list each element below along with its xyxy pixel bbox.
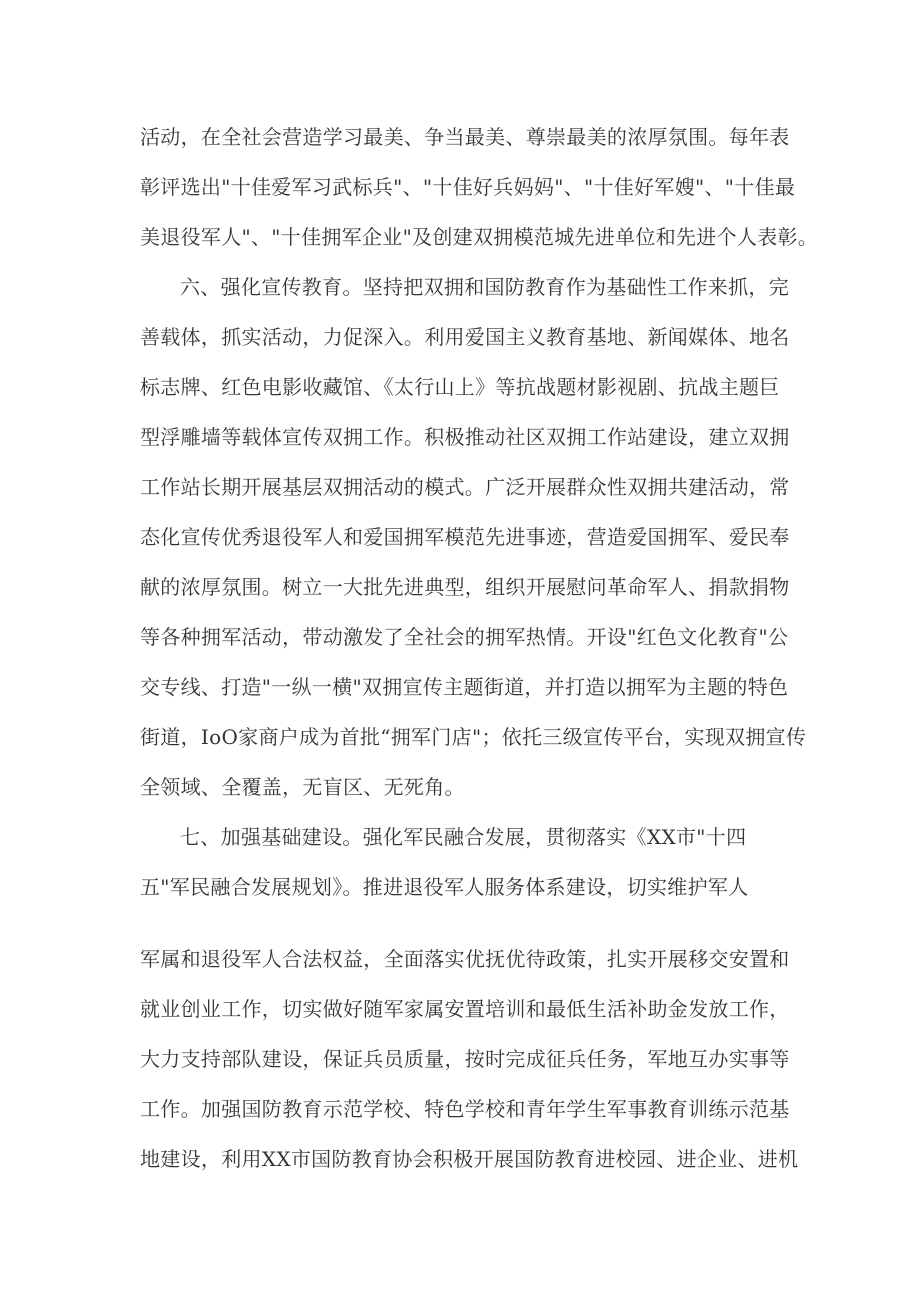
text-line-21: 地建设，利用XX市国防教育协会积极开展国防教育进校园、进企业、进机 [140, 1147, 799, 1171]
text-line-12: 交专线、打造"一纵一横"双拥宣传主题街道，并打造以拥军为主题的特色 [140, 675, 789, 699]
text-line-3: 美退役军人"、"十佳拥军企业"及创建双拥模范城先进单位和先进个人表彰。 [140, 225, 819, 249]
text-line-10: 献的浓厚氛围。树立一大批先进典型，组织开展慰问革命军人、捐款捐物 [140, 575, 790, 599]
text-line-17: 军属和退役军人合法权益，全面落实优抚优待政策，扎实开展移交安置和 [140, 947, 790, 971]
section-seven-heading-line: 七、加强基础建设。强化军民融合发展，贯彻落实《XX市"十四 [180, 825, 747, 849]
text-line-6: 标志牌、红色电影收藏馆、《太行山上》等抗战题材影视剧、抗战主题巨 [140, 375, 780, 399]
text-line-18: 就业创业工作，切实做好随军家属安置培训和最低生活补助金发放工作， [140, 997, 790, 1021]
text-line-1: 活动，在全社会营造学习最美、争当最美、尊崇最美的浓厚氛围。每年表 [140, 125, 790, 149]
text-line-20: 工作。加强国防教育示范学校、特色学校和青年学生军事教育训练示范基 [140, 1097, 790, 1121]
text-line-9: 态化宣传优秀退役军人和爱国拥军模范先进事迹，营造爱国拥军、爱民奉 [140, 525, 790, 549]
text-line-19: 大力支持部队建设，保证兵员质量，按时完成征兵任务，军地互办实事等 [140, 1047, 790, 1071]
text-line-14: 全领域、全覆盖，无盲区、无死角。 [140, 775, 465, 799]
text-line-11: 等各种拥军活动，带动激发了全社会的拥军热情。开设"红色文化教育"公 [140, 625, 789, 649]
text-line-2: 彰评选出"十佳爱军习武标兵"、"十佳好兵妈妈"、"十佳好军嫂"、"十佳最 [140, 175, 796, 199]
text-line-13: 街道，IoO家商户成为首批“拥军门店"；依托三级宣传平台，实现双拥宣传 [140, 725, 807, 749]
text-line-16: 五"军民融合发展规划》。推进退役军人服务体系建设，切实维护军人 [140, 875, 749, 899]
text-line-8: 工作站长期开展基层双拥活动的模式。广泛开展群众性双拥共建活动，常 [140, 475, 790, 499]
text-line-7: 型浮雕墙等载体宣传双拥工作。积极推动社区双拥工作站建设，建立双拥 [140, 425, 790, 449]
section-six-heading-line: 六、强化宣传教育。坚持把双拥和国防教育作为基础性工作来抓，完 [180, 275, 789, 299]
text-line-5: 善载体，抓实活动，力促深入。利用爱国主义教育基地、新闻媒体、地名 [140, 325, 790, 349]
